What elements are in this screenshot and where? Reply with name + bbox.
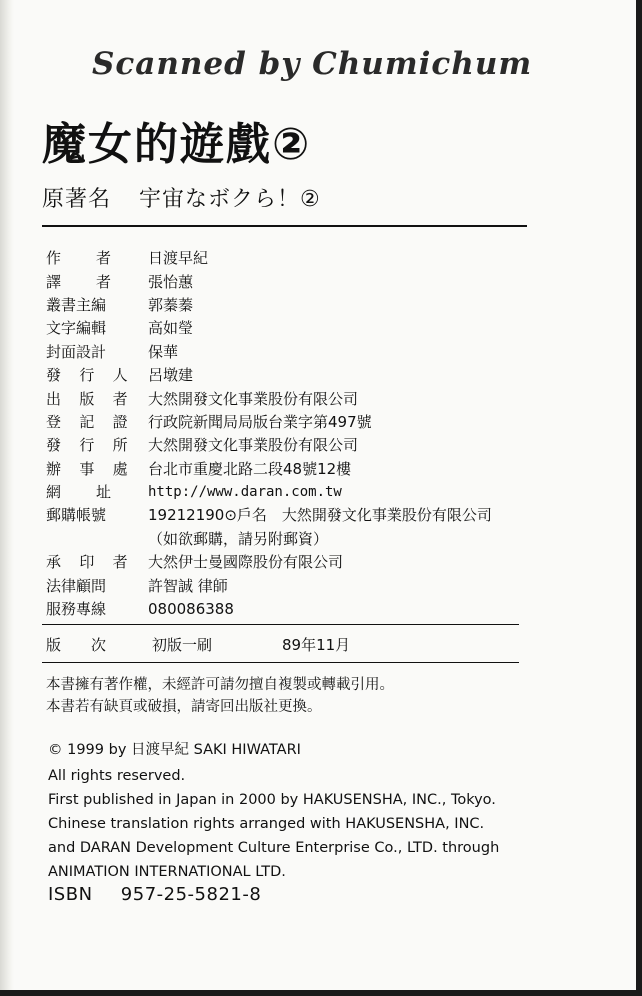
edition-date: 89年11月 [282,636,351,654]
edition-printing: 初版一刷 [152,636,213,654]
credit-value: 行政院新聞局局版台業字第497號 [148,412,372,431]
divider-edition-top [42,624,519,625]
credit-row [46,363,566,386]
credit-label: 法律顧問 [46,576,107,595]
credit-label: 作 者 [46,249,112,268]
english-rights-block [48,764,499,884]
credit-row [46,246,566,269]
credit-label: 發 行 所 [46,436,128,455]
credit-value: 大然伊士曼國際股份有限公司 [148,553,344,572]
scan-border-right [636,0,642,996]
isbn-label: ISBN [48,884,93,905]
credit-value[interactable]: http://www.daran.com.tw [148,483,342,500]
credit-label: 譯 者 [46,272,112,291]
copyright-notes [46,674,394,718]
credit-label: 登 記 證 [46,412,128,431]
credit-label: 承 印 者 [46,553,128,572]
english-line: and DARAN Development Culture Enterprise Co., LTD. through [48,840,500,856]
credit-row [46,316,566,339]
credit-row [46,433,566,456]
credit-row [46,457,566,480]
credit-label: 文字編輯 [46,319,107,338]
scan-border-bottom [0,990,642,996]
credit-value: 台北市重慶北路二段48號12樓 [148,459,352,478]
english-line: Chinese translation rights arranged with HAKUSENSHA, INC. [48,816,485,832]
book-title: 魔女的遊戲② [42,119,312,170]
credit-label: 網 址 [46,483,112,502]
credit-row [46,410,566,433]
credit-value: 許智誠 律師 [148,576,228,595]
credit-row [46,527,566,550]
original-title-label: 原著名 [42,187,112,212]
credit-label: 郵購帳號 [46,506,107,525]
isbn [48,884,261,905]
credit-row [46,340,566,363]
credit-label: 服務專線 [46,600,107,619]
divider-edition-bottom [42,662,519,663]
edition-label: 版 次 [46,636,106,654]
credits-list [46,246,566,620]
original-title [42,182,321,213]
credit-value: （如欲郵購，請另附郵資） [148,529,329,548]
divider-top [42,225,527,227]
credit-label: 辦 事 處 [46,459,128,478]
credit-value: 呂墩建 [148,366,194,385]
english-line: ANIMATION INTERNATIONAL LTD. [48,864,286,880]
english-line: All rights reserved. [48,768,186,784]
credit-value: 張怡蕙 [148,272,194,291]
credit-row [46,480,566,503]
credit-value: 保華 [148,342,179,361]
credit-value: 日渡早紀 [148,249,209,268]
credit-row [46,503,566,526]
credit-value: 080086388 [148,599,234,618]
copyright-line: © 1999 by 日渡早紀 SAKI HIWATARI [48,742,301,758]
credit-value: 大然開發文化事業股份有限公司 [148,389,359,408]
credit-row [46,269,566,292]
note-line: 本書擁有著作權，未經許可請勿擅自複製或轉載引用。 [46,677,394,693]
isbn-value: 957-25-5821-8 [120,884,262,905]
credit-value: 大然開發文化事業股份有限公司 [148,436,359,455]
credit-row [46,597,566,620]
credit-value: 19212190⊙戶名 大然開發文化事業股份有限公司 [148,506,492,525]
credit-row [46,293,566,316]
page-gutter-shadow [0,0,14,996]
credit-label: 出 版 者 [46,389,128,408]
scan-credit-handwriting: Scanned by Chumichum [92,46,533,82]
english-line: First published in Japan in 2000 by HAKUSENSHA, INC., Tokyo. [48,792,496,808]
credit-value: 郭蓁蓁 [148,295,194,314]
note-line: 本書若有缺頁或破損，請寄回出版社更換。 [46,699,322,715]
credit-row [46,573,566,596]
credit-label: 叢書主編 [46,295,107,314]
edition-row [46,634,350,655]
credit-value: 高如瑩 [148,319,194,338]
credit-row [46,386,566,409]
credit-row [46,550,566,573]
credit-label: 封面設計 [46,342,107,361]
original-title-value: 宇宙なボクら！② [139,187,321,212]
credit-label: 發 行 人 [46,366,128,385]
